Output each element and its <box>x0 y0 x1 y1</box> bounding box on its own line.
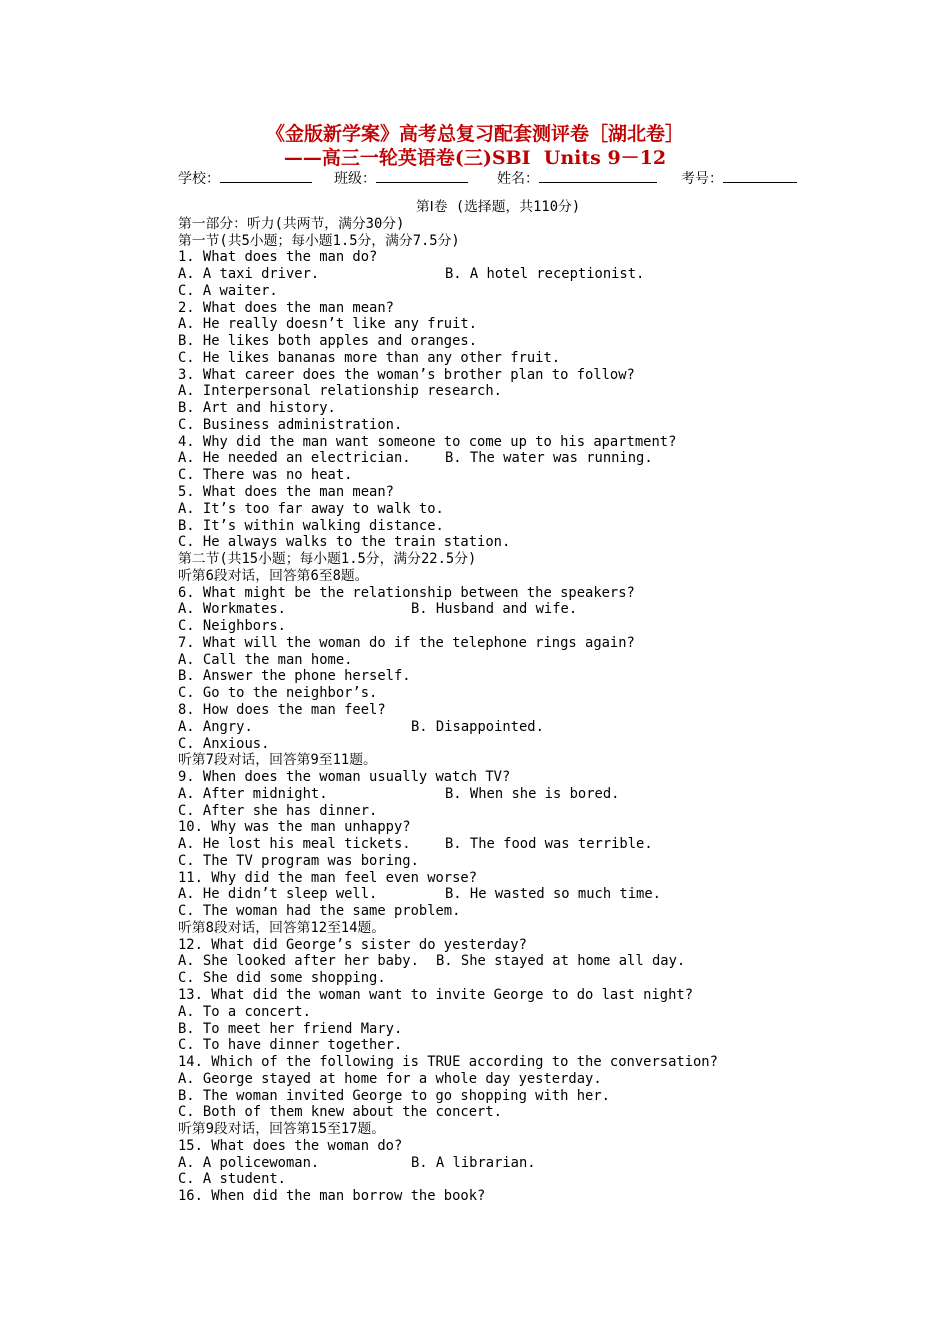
question-text: 8. How does the man feel? <box>178 701 386 718</box>
option-b: B. To meet her friend Mary. <box>178 1020 403 1037</box>
instruction: 听第8段对话，回答第12至14题。 <box>178 919 386 936</box>
option-a: A. Call the man home. <box>178 651 353 668</box>
option-a: A. Workmates. <box>178 601 286 618</box>
option-row <box>178 719 818 736</box>
doc-title-line2: ——高三一轮英语卷(三)SBⅠ Units 9－12 <box>283 147 667 169</box>
option-row <box>178 836 818 853</box>
option-c: C. To have dinner together. <box>178 1037 403 1054</box>
option-row <box>178 953 818 970</box>
option-row <box>178 1155 818 1172</box>
name-label: 姓名： <box>497 171 539 187</box>
option-a: A. He really doesn’t like any fruit. <box>178 316 478 333</box>
option-a: A. A taxi driver. <box>178 266 320 283</box>
option-a: A. She looked after her baby. <box>178 953 419 970</box>
option-b: B. The woman invited George to go shopping with her. <box>178 1087 610 1104</box>
option-a: A. A policewoman. <box>178 1154 320 1171</box>
question-text: 2. What does the man mean? <box>178 299 394 316</box>
option-c: C. The woman had the same problem. <box>178 903 461 920</box>
question-text: 5. What does the man mean? <box>178 484 394 501</box>
section-title: 第Ⅰ卷 (选择题，共110分) <box>415 199 581 215</box>
option-b: B. He likes both apples and oranges. <box>178 333 478 350</box>
question-text: 14. Which of the following is TRUE according to the conversation? <box>178 1054 718 1071</box>
school-label: 学校： <box>178 171 220 187</box>
question-text: 3. What career does the woman’s brother plan to follow? <box>178 366 635 383</box>
option-a: A. It’s too far away to walk to. <box>178 500 444 517</box>
option-row <box>178 886 818 903</box>
option-c: C. She did some shopping. <box>178 970 386 987</box>
option-b: B. Disappointed. <box>411 718 544 735</box>
option-b: B. The water was running. <box>445 450 653 467</box>
option-c: C. Business administration. <box>178 416 403 433</box>
name-field[interactable] <box>497 168 657 188</box>
option-a: A. Angry. <box>178 718 253 735</box>
exam-number-blank[interactable] <box>723 168 797 183</box>
option-c: C. Both of them knew about the concert. <box>178 1104 502 1121</box>
question-text: 16. When did the man borrow the book? <box>178 1188 486 1205</box>
option-b: B. She stayed at home all day. <box>436 953 686 970</box>
exam-number-label: 考号： <box>681 171 723 187</box>
question-text: 11. Why did the man feel even worse? <box>178 869 478 886</box>
option-a: A. He lost his meal tickets. <box>178 836 411 853</box>
option-c: C. Anxious. <box>178 735 270 752</box>
class-field[interactable] <box>334 168 468 188</box>
option-c: C. He always walks to the train station. <box>178 534 511 551</box>
option-a: A. Interpersonal relationship research. <box>178 383 502 400</box>
option-b: B. It’s within walking distance. <box>178 517 444 534</box>
option-a: A. George stayed at home for a whole day yesterday. <box>178 1070 602 1087</box>
option-a: A. After midnight. <box>178 785 328 802</box>
option-row <box>178 266 818 283</box>
option-b: B. He wasted so much time. <box>445 886 661 903</box>
option-c: C. Neighbors. <box>178 618 286 635</box>
name-blank[interactable] <box>539 168 657 183</box>
option-c: C. A waiter. <box>178 282 278 299</box>
question-text: 15. What does the woman do? <box>178 1137 403 1154</box>
option-b: B. Art and history. <box>178 400 336 417</box>
option-row <box>178 786 818 803</box>
student-info-fields <box>178 168 818 188</box>
exam-content <box>178 199 818 1205</box>
option-b: B. A librarian. <box>411 1154 536 1171</box>
school-blank[interactable] <box>220 168 312 183</box>
option-a: A. To a concert. <box>178 1003 311 1020</box>
question-text: 6. What might be the relationship between the speakers? <box>178 584 635 601</box>
option-a: A. He didn’t sleep well. <box>178 886 378 903</box>
option-b: B. A hotel receptionist. <box>445 266 645 283</box>
question-text: 12. What did George’s sister do yesterday? <box>178 936 527 953</box>
section-heading: 第二节(共15小题；每小题1.5分，满分22.5分) <box>178 551 477 568</box>
option-b: B. Husband and wife. <box>411 601 578 618</box>
option-c: C. There was no heat. <box>178 467 353 484</box>
section-heading: 第一节(共5小题；每小题1.5分，满分7.5分) <box>178 232 460 249</box>
instruction: 听第9段对话，回答第15至17题。 <box>178 1121 386 1138</box>
option-c: C. A student. <box>178 1171 286 1188</box>
option-c: C. He likes bananas more than any other fruit. <box>178 349 561 366</box>
question-text: 4. Why did the man want someone to come up to his apartment? <box>178 433 677 450</box>
option-row <box>178 450 818 467</box>
option-b: B. When she is bored. <box>445 785 620 802</box>
option-c: C. The TV program was boring. <box>178 852 419 869</box>
school-field[interactable] <box>178 168 312 188</box>
instruction: 听第7段对话，回答第9至11题。 <box>178 752 377 769</box>
option-c: C. Go to the neighbor’s. <box>178 685 378 702</box>
option-a: A. He needed an electrician. <box>178 450 411 467</box>
question-text: 9. When does the woman usually watch TV? <box>178 769 511 786</box>
exam-number-field[interactable] <box>681 168 797 188</box>
instruction: 听第6段对话，回答第6至8题。 <box>178 567 369 584</box>
question-text: 7. What will the woman do if the telephone rings again? <box>178 634 635 651</box>
question-text: 13. What did the woman want to invite George to do last night? <box>178 986 693 1003</box>
question-text: 10. Why was the man unhappy? <box>178 819 411 836</box>
class-blank[interactable] <box>376 168 468 183</box>
class-label: 班级： <box>334 171 376 187</box>
option-c: C. After she has dinner. <box>178 802 378 819</box>
doc-title-line1: 《金版新学案》高考总复习配套测评卷［湖北卷］ <box>265 123 684 145</box>
option-b: B. The food was terrible. <box>445 836 653 853</box>
option-row <box>178 601 818 618</box>
part-heading: 第一部分：听力(共两节，满分30分) <box>178 215 405 232</box>
question-text: 1. What does the man do? <box>178 249 378 266</box>
option-b: B. Answer the phone herself. <box>178 668 411 685</box>
